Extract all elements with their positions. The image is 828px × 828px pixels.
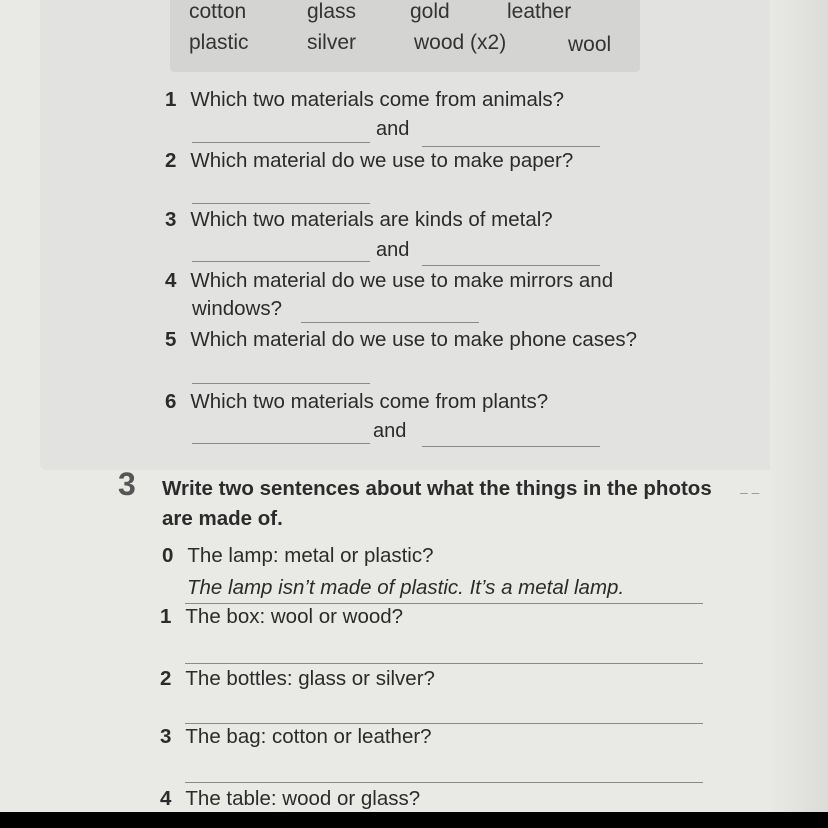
question-number: 5 xyxy=(165,328,177,351)
question-text: Which material do we use to make mirrors and xyxy=(190,269,614,292)
question-number: 0 xyxy=(162,544,174,567)
answer-line[interactable] xyxy=(192,383,370,384)
question-number: 6 xyxy=(165,390,177,413)
answer-line[interactable] xyxy=(185,782,703,783)
answer-line xyxy=(185,603,703,604)
example-item xyxy=(162,544,434,568)
question-number: 3 xyxy=(160,725,172,748)
question-text: The bottles: glass or silver? xyxy=(185,667,435,690)
answer-line[interactable] xyxy=(185,723,703,724)
word-box-item: silver xyxy=(307,31,357,54)
word-box-item: glass xyxy=(307,0,357,23)
question-1 xyxy=(165,88,564,112)
example-answer: The lamp isn’t made of plastic. It’s a metal lamp. xyxy=(187,576,625,599)
exercise-number: 3 xyxy=(118,466,136,502)
question-number: 1 xyxy=(160,605,172,628)
question-text: Which material do we use to make phone cases? xyxy=(190,328,638,351)
word-box-item: wood (x2) xyxy=(414,31,507,54)
question-text-continued: windows? xyxy=(192,297,283,320)
word-box-item: cotton xyxy=(189,0,247,23)
and-joiner: and xyxy=(376,239,410,261)
question-text: The table: wood or glass? xyxy=(185,787,421,810)
question-text: Which two materials are kinds of metal? xyxy=(190,208,553,231)
question-number: 1 xyxy=(165,88,177,111)
answer-line[interactable] xyxy=(185,663,703,664)
answer-line[interactable] xyxy=(422,446,600,447)
answer-line[interactable] xyxy=(301,322,479,323)
question-text: Which material do we use to make paper? xyxy=(190,149,574,172)
answer-line[interactable] xyxy=(192,203,370,204)
question-text: The bag: cotton or leather? xyxy=(185,725,432,748)
answer-line[interactable] xyxy=(422,265,600,266)
question-number: 3 xyxy=(165,208,177,231)
question-6 xyxy=(165,390,548,414)
question-number: 4 xyxy=(160,787,172,810)
decorative-dash: ‒ ‒ xyxy=(740,484,760,500)
and-joiner: and xyxy=(373,420,407,442)
question-2 xyxy=(165,149,573,173)
and-joiner: and xyxy=(376,118,410,140)
question-number: 4 xyxy=(165,269,177,292)
page-edge xyxy=(770,0,828,828)
item-3 xyxy=(160,725,432,749)
word-box-item: wool xyxy=(568,33,612,56)
exercise-instruction: Write two sentences about what the things in the photos are made of. xyxy=(162,477,712,530)
question-text: Which two materials come from animals? xyxy=(190,88,565,111)
bottom-black-bar xyxy=(0,812,828,828)
item-4 xyxy=(160,787,420,811)
item-1 xyxy=(160,605,403,629)
item-2 xyxy=(160,667,435,691)
answer-line[interactable] xyxy=(192,261,370,262)
question-text: The lamp: metal or plastic? xyxy=(187,544,434,567)
question-text: The box: wool or wood? xyxy=(185,605,404,628)
question-number: 2 xyxy=(165,149,177,172)
answer-line[interactable] xyxy=(422,146,600,147)
question-4 xyxy=(165,269,613,293)
answer-line[interactable] xyxy=(192,142,370,143)
question-number: 2 xyxy=(160,667,172,690)
word-box-item: leather xyxy=(507,0,572,23)
question-3 xyxy=(165,208,553,232)
word-box-item: gold xyxy=(410,0,450,23)
answer-line[interactable] xyxy=(192,443,370,444)
question-text: Which two materials come from plants? xyxy=(190,390,549,413)
question-5 xyxy=(165,328,637,352)
word-box-item: plastic xyxy=(189,31,249,54)
